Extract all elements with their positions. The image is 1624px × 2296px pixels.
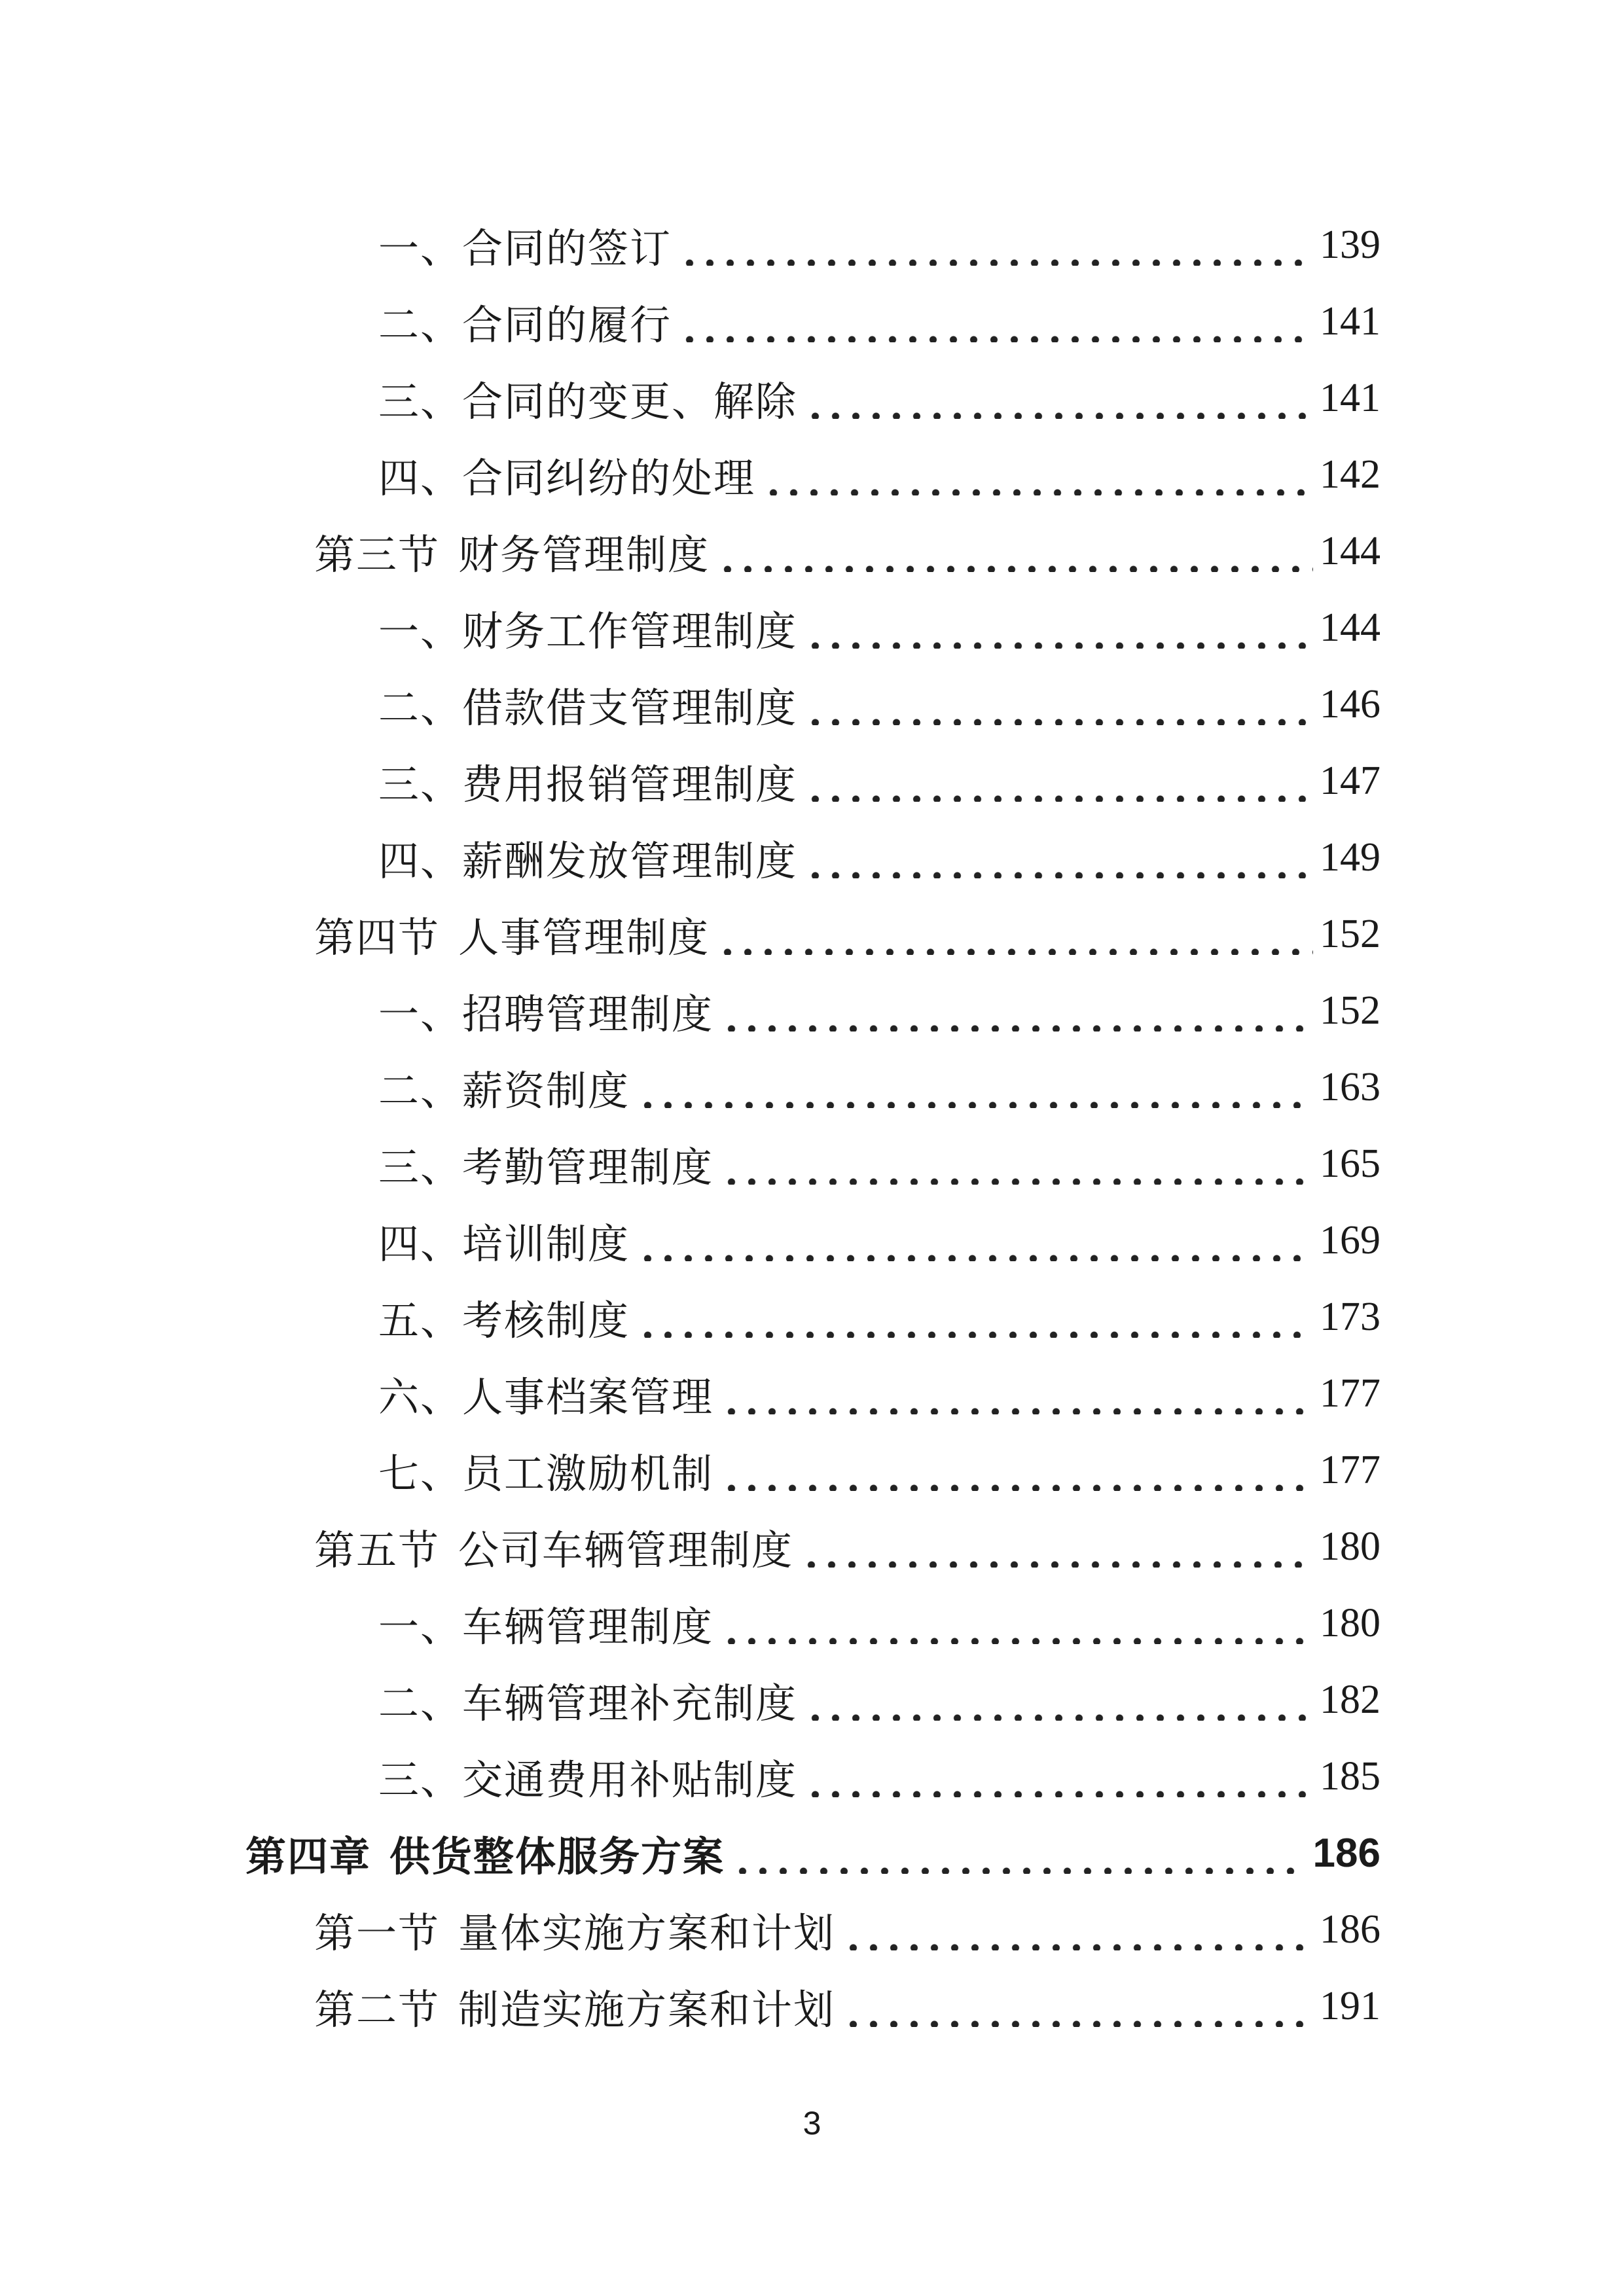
toc-entry[interactable] <box>0 1968 1624 2045</box>
toc-entry-label <box>378 216 672 274</box>
toc-entry-title: 人事管理制度 <box>458 914 710 961</box>
toc-entry-label <box>314 522 710 581</box>
toc-entry-label <box>378 1365 713 1423</box>
toc-entry-label <box>314 905 710 963</box>
toc-entry-page: 149 <box>1320 835 1380 880</box>
toc-entry-label <box>314 1977 835 2036</box>
toc-entry-label <box>378 293 672 351</box>
dot-leader <box>638 1067 1313 1108</box>
toc-entry-label <box>378 752 797 810</box>
toc-entry-title: 七、员工激励机制 <box>378 1450 714 1498</box>
toc-entry-page: 163 <box>1320 1065 1380 1109</box>
dot-leader <box>763 455 1313 495</box>
toc-entry-prefix: 第四章 <box>245 1833 372 1880</box>
toc-entry-title: 供货整体服务方案 <box>389 1833 725 1880</box>
dot-leader <box>801 1527 1313 1568</box>
toc-entry-page: 165 <box>1320 1141 1380 1186</box>
toc-entry[interactable] <box>0 1279 1624 1355</box>
toc-entry-page: 182 <box>1320 1677 1380 1722</box>
toc-entry-page: 173 <box>1320 1295 1380 1339</box>
toc-entry-title: 四、培训制度 <box>378 1220 630 1268</box>
toc-entry[interactable] <box>0 1738 1624 1815</box>
toc-entry-title: 三、费用报销管理制度 <box>378 761 798 808</box>
toc-entry-title: 一、财务工作管理制度 <box>378 607 798 655</box>
toc-entry-label <box>245 1824 725 1882</box>
toc-entry-title: 二、合同的履行 <box>378 301 672 349</box>
dot-leader <box>805 838 1313 878</box>
dot-leader <box>717 914 1313 955</box>
toc-entry[interactable] <box>0 819 1624 896</box>
toc-entry[interactable] <box>0 1662 1624 1738</box>
toc-entry-label <box>378 1671 797 1729</box>
dot-leader <box>721 991 1313 1031</box>
toc-entry-label <box>378 1594 713 1653</box>
toc-entry-title: 财务管理制度 <box>458 531 710 579</box>
toc-entry-label <box>378 599 797 657</box>
toc-entry-prefix: 第三节 <box>314 531 441 579</box>
dot-leader <box>717 531 1313 572</box>
toc-entry[interactable] <box>0 973 1624 1049</box>
toc-entry-title: 四、合同纠纷的处理 <box>378 454 756 502</box>
toc-entry-title: 一、招聘管理制度 <box>378 990 714 1038</box>
toc-entry-title: 二、借款借支管理制度 <box>378 684 798 732</box>
toc-entry[interactable] <box>0 437 1624 513</box>
toc-entry-title: 三、合同的变更、解除 <box>378 378 798 425</box>
toc-entry-title: 公司车辆管理制度 <box>458 1526 794 1574</box>
toc-entry[interactable] <box>0 1202 1624 1279</box>
toc-entry-page: 146 <box>1320 682 1380 726</box>
toc-entry-page: 177 <box>1320 1448 1380 1492</box>
toc-entry-page: 141 <box>1320 376 1380 420</box>
toc-entry[interactable] <box>0 896 1624 973</box>
dot-leader <box>843 1986 1313 2027</box>
toc-entry[interactable] <box>0 1585 1624 1662</box>
toc-entry-page: 152 <box>1320 988 1380 1033</box>
dot-leader <box>843 1910 1313 1950</box>
dot-leader <box>732 1833 1307 1874</box>
toc-entry-title: 四、薪酬发放管理制度 <box>378 837 798 885</box>
toc-entry-title: 三、考勤管理制度 <box>378 1143 714 1191</box>
toc-entry-page: 185 <box>1320 1754 1380 1799</box>
toc-entry[interactable] <box>0 513 1624 590</box>
dot-leader <box>805 608 1313 649</box>
toc-entry[interactable] <box>0 1509 1624 1585</box>
toc-entry-label <box>378 369 797 427</box>
toc-entry[interactable] <box>0 1049 1624 1126</box>
dot-leader <box>805 761 1313 802</box>
toc-entry-label <box>378 675 797 734</box>
toc-entry-page: 180 <box>1320 1524 1380 1569</box>
toc-entry-title: 二、车辆管理补充制度 <box>378 1679 798 1727</box>
toc-entry[interactable] <box>0 360 1624 437</box>
toc-entry-page: 186 <box>1320 1907 1380 1952</box>
toc-entry-title: 量体实施方案和计划 <box>458 1909 836 1957</box>
toc-entry-page: 141 <box>1320 299 1380 344</box>
toc-entry-label <box>378 1288 630 1346</box>
toc-entry[interactable] <box>0 1815 1624 1892</box>
toc-entry-label <box>314 1901 835 1959</box>
toc-entry-page: 152 <box>1320 912 1380 956</box>
toc-entry[interactable] <box>0 207 1624 283</box>
toc-entry-label <box>378 1211 630 1270</box>
toc-entry-label <box>378 1748 797 1806</box>
toc-entry-label <box>378 1058 630 1117</box>
toc-entry-prefix: 第二节 <box>314 1986 441 2034</box>
toc-entry-page: 180 <box>1320 1601 1380 1645</box>
toc-entry-label <box>378 1135 713 1193</box>
dot-leader <box>721 1450 1313 1491</box>
toc-entry-title: 一、合同的签订 <box>378 224 672 272</box>
dot-leader <box>721 1144 1313 1185</box>
toc-entry-title: 制造实施方案和计划 <box>458 1986 836 2034</box>
toc-entry-page: 144 <box>1320 605 1380 650</box>
toc-entry-page: 186 <box>1312 1831 1380 1876</box>
dot-leader <box>721 1604 1313 1644</box>
toc-entry-page: 139 <box>1320 223 1380 267</box>
toc-entry-title: 二、薪资制度 <box>378 1067 630 1115</box>
toc-entry[interactable] <box>0 743 1624 819</box>
dot-leader <box>721 1374 1313 1414</box>
toc-entry-prefix: 第一节 <box>314 1909 441 1957</box>
dot-leader <box>638 1297 1313 1338</box>
toc-entry-page: 191 <box>1320 1984 1380 2028</box>
dot-leader <box>638 1221 1313 1261</box>
toc-entry-title: 一、车辆管理制度 <box>378 1603 714 1651</box>
toc-entry-label <box>378 1441 713 1499</box>
toc-entry-page: 142 <box>1320 452 1380 497</box>
toc-entry-page: 144 <box>1320 529 1380 573</box>
toc-entry-label <box>378 829 797 887</box>
toc-entry-prefix: 第四节 <box>314 914 441 961</box>
dot-leader <box>805 1680 1313 1721</box>
dot-leader <box>679 225 1313 266</box>
toc-entry[interactable] <box>0 1432 1624 1509</box>
dot-leader <box>805 685 1313 725</box>
toc-entry[interactable] <box>0 1355 1624 1432</box>
toc-entry-title: 六、人事档案管理 <box>378 1373 714 1421</box>
toc-entry-prefix: 第五节 <box>314 1526 441 1574</box>
toc-entry[interactable] <box>0 283 1624 360</box>
toc-entry-page: 147 <box>1320 759 1380 803</box>
page-number: 3 <box>803 2105 821 2142</box>
toc-entry-title: 五、考核制度 <box>378 1297 630 1344</box>
table-of-contents <box>0 207 1624 2045</box>
toc-entry[interactable] <box>0 666 1624 743</box>
toc-entry[interactable] <box>0 1892 1624 1968</box>
toc-entry[interactable] <box>0 1126 1624 1202</box>
toc-entry[interactable] <box>0 590 1624 666</box>
dot-leader <box>679 302 1313 342</box>
toc-entry-label <box>378 446 755 504</box>
toc-entry-page: 177 <box>1320 1371 1380 1416</box>
toc-entry-label <box>314 1518 793 1576</box>
toc-entry-label <box>378 982 713 1040</box>
dot-leader <box>805 1757 1313 1797</box>
toc-entry-page: 169 <box>1320 1218 1380 1263</box>
toc-entry-title: 三、交通费用补贴制度 <box>378 1756 798 1804</box>
dot-leader <box>805 378 1313 419</box>
